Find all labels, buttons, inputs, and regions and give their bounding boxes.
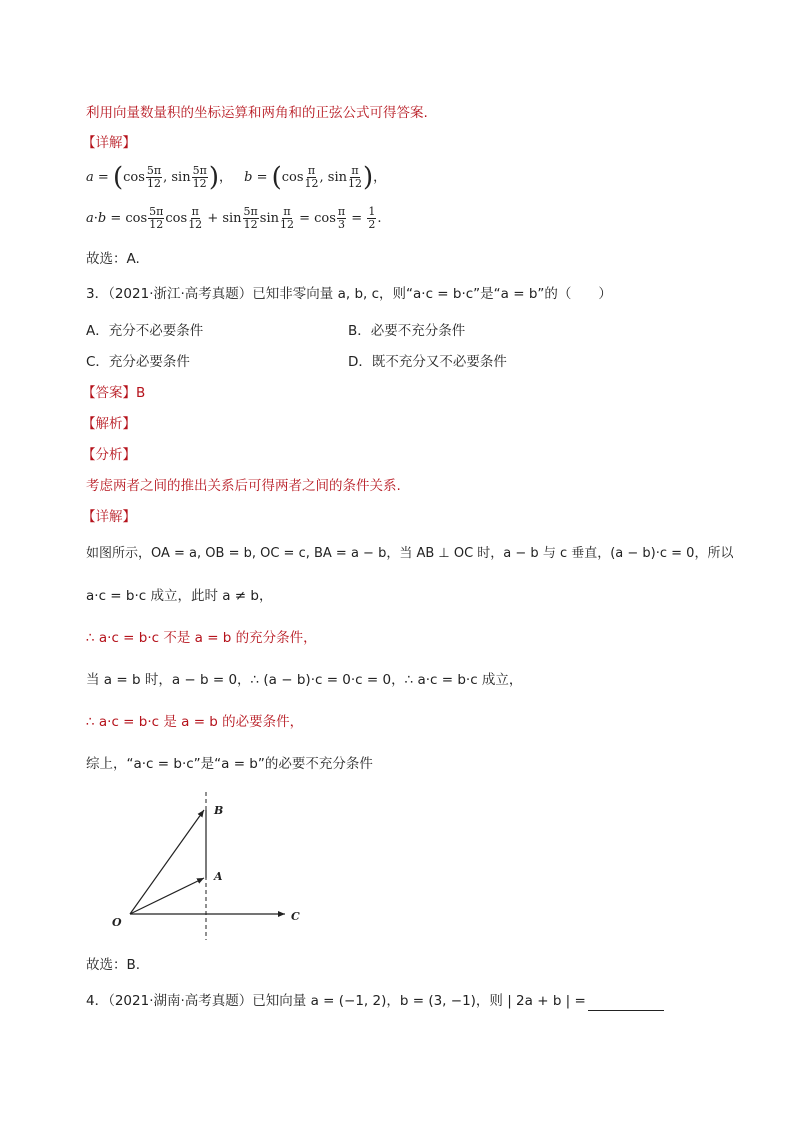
q4-number: 4． [86,993,109,1009]
q4-source: （2021·湖南·高考真题） [108,993,253,1009]
detail-tag: 【详解】 [82,135,136,151]
label-c: C [291,910,300,923]
solution-line-2: a·c = b·c 成立，此时 a ≠ b， [86,588,273,604]
conclusion-q3: 故选：B. [86,957,141,973]
vector-a-formula: a = (cos $\frac{5\pi}{12}$ , sin $\frac{5\pi}{12}$ )， [86,162,237,192]
label-b: B [214,804,224,817]
solution-line-6: 综上，“a·c = b·c”是“a = b”的必要不充分条件 [86,756,373,772]
fenxi-tag: 【分析】 [82,447,136,463]
conclusion-q2: 故选：A. [86,251,140,267]
question-4 [86,991,664,1011]
q3-number: 3． [86,286,109,302]
solution-line-5: ∴ a·c = b·c 是 a = b 的必要条件， [86,714,304,730]
answer-value: B [136,385,146,401]
answer-tag: 【答案】 [82,385,136,401]
solution-line-1: 如图所示，OA = a, OB = b, OC = c, BA = a − b，当 AB ⊥ OC 时，a − b 与 c 垂直，(a − b)·c = 0，所以 [86,546,734,561]
answer-blank[interactable] [588,996,664,1011]
vector-figure [100,790,320,950]
option-b[interactable]: B．必要不充分条件 [348,323,466,339]
q3-stem: 已知非零向量 a, b, c，则“a·c = b·c”是“a = b”的（ ） [252,286,612,302]
fenxi-text: 考虑两者之间的推出关系后可得两者之间的条件关系. [86,478,401,494]
analysis-intro: 利用向量数量积的坐标运算和两角和的正弦公式可得答案. [86,105,428,121]
option-c[interactable]: C．充分必要条件 [86,354,190,370]
option-a[interactable]: A．充分不必要条件 [86,323,204,339]
q3-source: （2021·浙江·高考真题） [108,286,253,302]
vector-ob [130,810,204,914]
label-o: O [112,916,122,929]
vector-definitions [86,160,386,194]
q4-stem: 已知向量 a = (−1, 2)，b = (3, −1)，则 | 2a + b | = [252,993,586,1009]
label-a: A [214,870,223,883]
answer [82,383,145,403]
analysis-tag: 【解析】 [82,416,136,432]
detail2-tag: 【详解】 [82,509,136,525]
vector-b-formula: b = (cos $\frac{\pi}{12}$ , sin $\frac{\pi}{12}$ )， [244,162,387,192]
dot-product-formula: a·b = cos $\frac{5\pi}{12}$ cos $\frac{\pi}{12}$ + sin $\frac{5\pi}{12}$ sin $\frac{\pi}{12}$ = cos $\frac{\pi}{3}$ = $\frac{1}{2}$ . [86,205,382,231]
vector-oa [130,878,204,914]
solution-line-3: ∴ a·c = b·c 不是 a = b 的充分条件， [86,630,317,646]
question-3 [86,284,612,304]
solution-line-4: 当 a = b 时，a − b = 0，∴ (a − b)·c = 0·c = 0，∴ a·c = b·c 成立， [86,672,523,688]
option-d[interactable]: D．既不充分又不必要条件 [348,354,507,370]
